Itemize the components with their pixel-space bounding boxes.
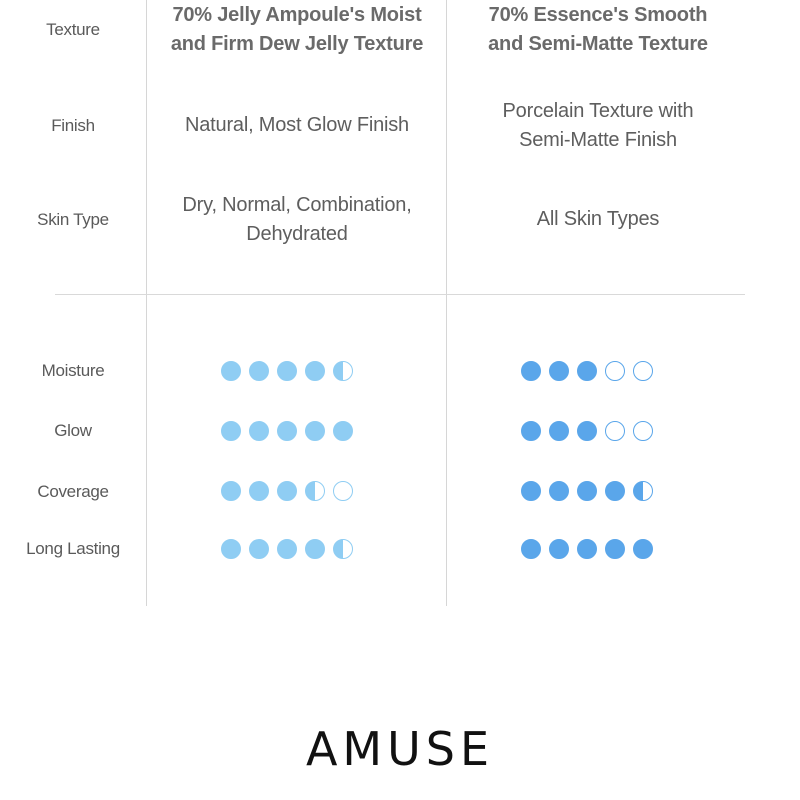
rating-dot-full [305, 539, 325, 559]
product-1-long-lasting-rating [221, 539, 353, 563]
rating-dot-full [521, 539, 541, 559]
rating-dot-half [305, 481, 325, 501]
rating-dot-full [305, 361, 325, 381]
label-texture: Texture [46, 20, 100, 39]
rating-dot-full [221, 421, 241, 441]
rating-dot-full [221, 539, 241, 559]
label-finish: Finish [51, 116, 95, 135]
rating-dot-full [277, 421, 297, 441]
rating-dot-full [549, 481, 569, 501]
product-1-glow-rating [221, 421, 353, 445]
rating-dot-full [305, 421, 325, 441]
product-2-finish: Porcelain Texture with Semi-Matte Finish [502, 100, 694, 151]
product-1-finish: Natural, Most Glow Finish [185, 114, 409, 136]
rating-dot-full [549, 361, 569, 381]
section-divider [55, 294, 745, 295]
rating-dot-full [521, 361, 541, 381]
product-1-coverage-rating [221, 481, 353, 505]
rating-dot-full [549, 539, 569, 559]
rating-dot-full [277, 361, 297, 381]
column-divider-right [446, 0, 447, 606]
product-2-glow-rating [521, 421, 653, 445]
rating-dot-half [333, 361, 353, 381]
product-1-moisture-rating [221, 361, 353, 385]
rating-dot-full [277, 481, 297, 501]
rating-dot-empty [333, 481, 353, 501]
rating-dot-full [521, 481, 541, 501]
product-1-texture: 70% Jelly Ampoule's Moist and Firm Dew Jelly Texture [170, 4, 424, 55]
rating-dot-full [549, 421, 569, 441]
rating-dot-empty [633, 421, 653, 441]
product-2-skin-type: All Skin Types [536, 208, 660, 230]
rating-dot-empty [605, 361, 625, 381]
product-2-long-lasting-rating [521, 539, 653, 563]
rating-dot-full [577, 421, 597, 441]
rating-dot-full [249, 361, 269, 381]
label-long-lasting: Long Lasting [26, 539, 120, 558]
rating-dot-full [221, 361, 241, 381]
label-coverage: Coverage [37, 482, 109, 501]
rating-dot-full [577, 361, 597, 381]
product-2-texture: 70% Essence's Smooth and Semi-Matte Texture [488, 4, 708, 55]
label-glow: Glow [54, 421, 92, 440]
rating-dot-full [249, 539, 269, 559]
rating-dot-full [221, 481, 241, 501]
brand-logo: AMUSE [305, 722, 495, 776]
column-divider-left [146, 0, 147, 606]
rating-dot-full [605, 481, 625, 501]
rating-dot-full [333, 421, 353, 441]
rating-dot-full [277, 539, 297, 559]
rating-dot-empty [633, 361, 653, 381]
rating-dot-full [577, 481, 597, 501]
rating-dot-full [249, 421, 269, 441]
rating-dot-half [333, 539, 353, 559]
product-1-skin-type: Dry, Normal, Combination, Dehydrated [182, 194, 412, 245]
rating-dot-full [577, 539, 597, 559]
label-moisture: Moisture [41, 361, 105, 380]
rating-dot-full [633, 539, 653, 559]
rating-dot-full [249, 481, 269, 501]
rating-dot-empty [605, 421, 625, 441]
rating-dot-full [605, 539, 625, 559]
label-skin-type: Skin Type [37, 210, 109, 229]
rating-dot-full [521, 421, 541, 441]
rating-dot-half [633, 481, 653, 501]
product-2-moisture-rating [521, 361, 653, 385]
product-2-coverage-rating [521, 481, 653, 505]
